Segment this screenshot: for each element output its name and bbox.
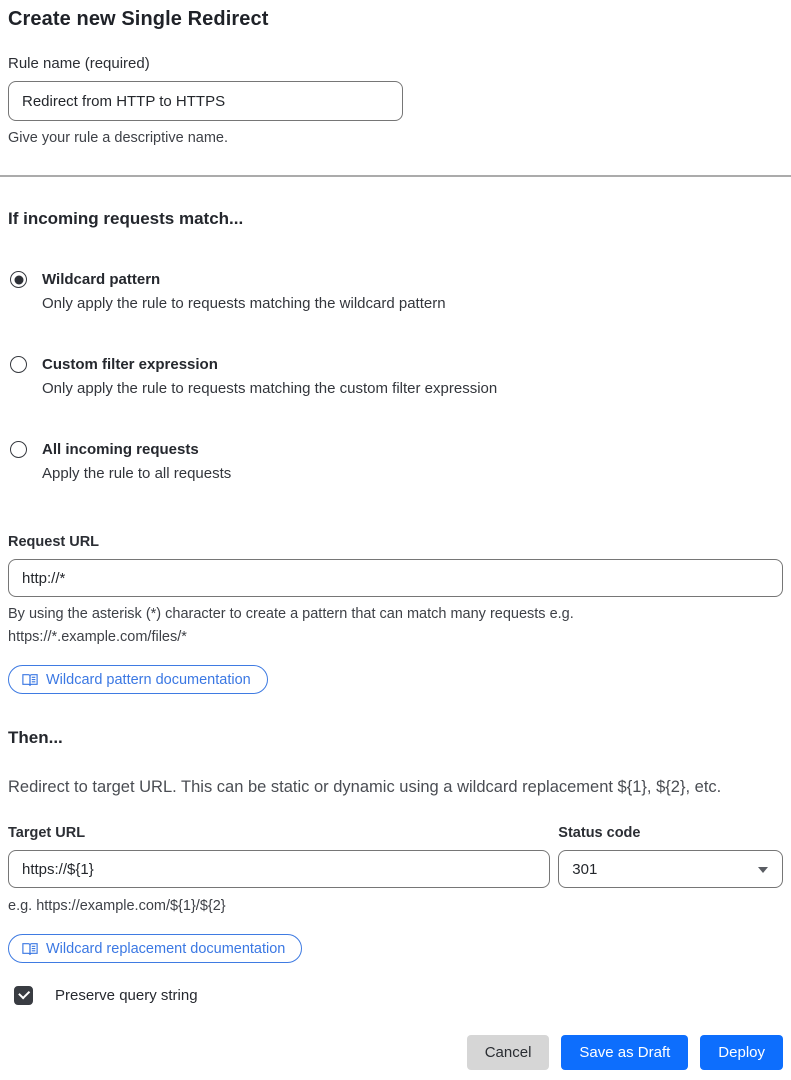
radio-description: Only apply the rule to requests matching the wildcard pattern	[42, 295, 446, 312]
rule-name-label: Rule name (required)	[8, 55, 150, 72]
then-section-heading: Then...	[8, 728, 63, 747]
doc-button-label: Wildcard replacement documentation	[46, 940, 286, 957]
request-url-label: Request URL	[8, 534, 100, 550]
target-url-label: Target URL	[8, 825, 86, 841]
status-code-value: 301	[572, 860, 598, 878]
status-code-field-group	[558, 825, 783, 963]
preserve-query-label: Preserve query string	[55, 987, 198, 1004]
radio-label: All incoming requests	[42, 441, 199, 458]
wildcard-replacement-doc-button[interactable]	[8, 934, 302, 963]
radio-button[interactable]	[10, 271, 27, 288]
request-url-helper-line1: By using the asterisk (*) character to create a pattern that can match many requests e.g.	[8, 606, 574, 622]
book-icon	[22, 673, 38, 687]
preserve-query-string-option[interactable]	[8, 986, 783, 1005]
radio-label: Wildcard pattern	[42, 271, 161, 288]
section-divider	[0, 175, 791, 177]
deploy-button[interactable]: Deploy	[700, 1035, 783, 1070]
doc-button-label: Wildcard pattern documentation	[46, 671, 251, 688]
radio-label: Custom filter expression	[42, 356, 218, 373]
radio-description: Only apply the rule to requests matching the custom filter expression	[42, 380, 498, 397]
request-url-helper-line2: https://*.example.com/files/*	[8, 629, 187, 645]
checkbox-checked-icon[interactable]	[14, 986, 33, 1005]
status-code-label: Status code	[558, 825, 641, 841]
rule-name-field-group	[8, 55, 783, 150]
book-icon	[22, 942, 38, 956]
status-code-select[interactable]	[558, 850, 783, 888]
radio-button[interactable]	[10, 441, 27, 458]
match-type-radio-group	[8, 269, 783, 486]
radio-description: Apply the rule to all requests	[42, 465, 232, 482]
cancel-button[interactable]: Cancel	[467, 1035, 550, 1070]
request-url-field-group	[8, 534, 783, 694]
footer-actions	[8, 1035, 783, 1070]
match-section-heading: If incoming requests match...	[8, 209, 244, 228]
radio-option-wildcard-pattern[interactable]	[8, 269, 783, 316]
rule-name-helper: Give your rule a descriptive name.	[8, 130, 229, 146]
chevron-down-icon	[758, 867, 768, 873]
then-section-description: Redirect to target URL. This can be static or dynamic using a wildcard replacement ${1}, ${2}, etc.	[8, 778, 722, 796]
request-url-helper	[8, 603, 783, 649]
radio-option-all-requests[interactable]	[8, 439, 783, 486]
page-title: Create new Single Redirect	[8, 8, 269, 30]
radio-option-custom-filter[interactable]	[8, 354, 783, 401]
wildcard-pattern-doc-button[interactable]	[8, 665, 268, 694]
target-url-field-group	[8, 825, 550, 963]
request-url-input[interactable]	[8, 559, 783, 597]
target-and-status-row	[8, 825, 783, 963]
save-as-draft-button[interactable]: Save as Draft	[561, 1035, 688, 1070]
target-url-input[interactable]	[8, 850, 550, 888]
target-url-helper: e.g. https://example.com/${1}/${2}	[8, 898, 226, 914]
rule-name-input[interactable]	[8, 81, 403, 121]
radio-button[interactable]	[10, 356, 27, 373]
